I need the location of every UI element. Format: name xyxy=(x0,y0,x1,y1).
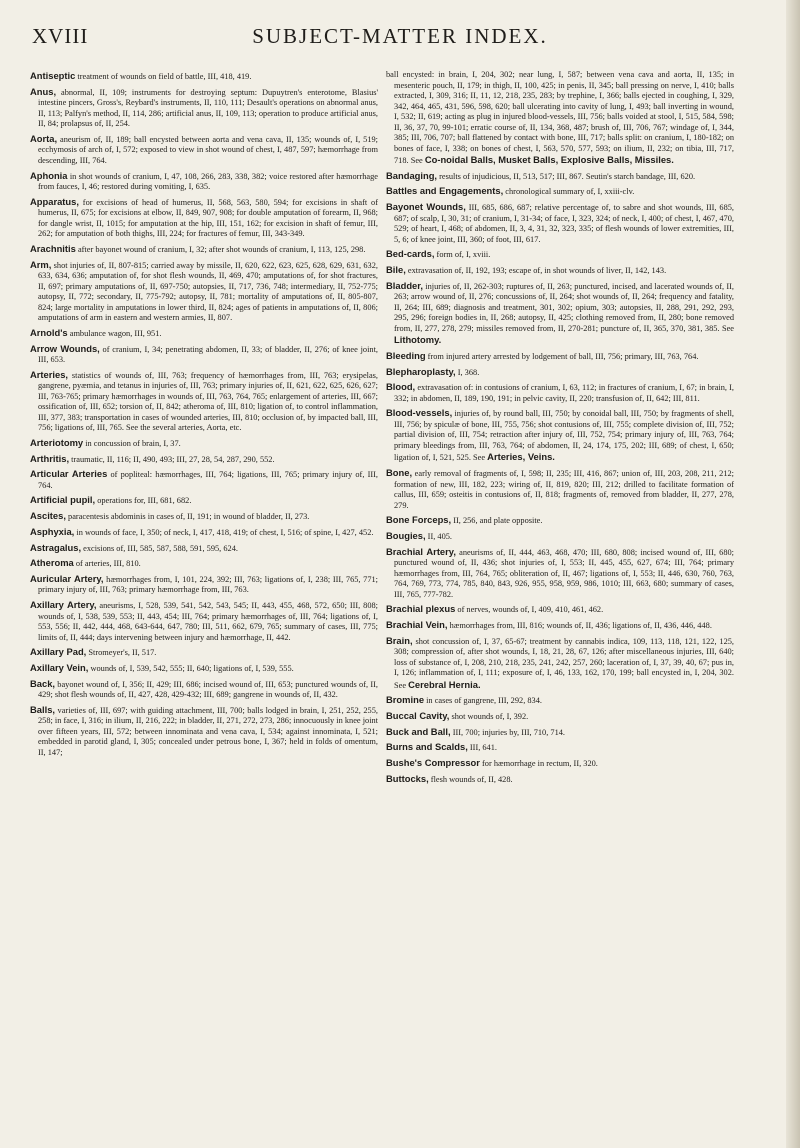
index-entry xyxy=(386,350,734,363)
index-entry-text: flesh wounds of, II, 428. xyxy=(428,774,513,784)
page-number: XVIII xyxy=(32,24,89,48)
index-headword: Bone, xyxy=(386,467,413,479)
index-entry xyxy=(30,704,378,759)
index-entry-text: of cranium, I, 34; penetrating abdomen, II, 33; of bladder, II, 276; of knee joint, III, 653. xyxy=(38,344,378,364)
index-headword: Aorta, xyxy=(30,132,58,144)
index-headword: Blood-vessels, xyxy=(386,407,453,419)
index-entry xyxy=(386,757,734,770)
index-headword: Brachial Vein, xyxy=(386,619,448,630)
index-entry-text: shot concussion of, I, 37, 65-67; treatment by cannabis indica, 109, 113, 118, 121, 122, 125, 308; compression of, after shot wounds, I, 18, 21, 28, 67, 126; after miscellaneous injuries, III, 640; loss of substance of, I, 208, 210, 218, 235, 241, 242, 257, 260; laceration of, I, 37, 39, 40, 67; pus in, I, 126; inflammation of, I, 111; exposure of, I, 46, 133, 162, 170, 199; ball encysted in, I, 204, 302. See xyxy=(394,636,734,690)
index-entry-text: of arteries, III, 810. xyxy=(73,559,141,569)
index-entry-text: aneurisms, I, 528, 539, 541, 542, 543, 545; II, 443, 455, 468, 572, 650; III, 808; wounds of, I, 538, 539, 553; II, 443, 454; III, 764; primary hæmorrhages of, III, 764; ligations of, I, 553, 556; II, 442, 444, 468, 643-644, 647, 780; III, 511, 662, 679, 765; summary of cases, III, 775; limits of, II, 444; days intervening between injury and hæmorrhage, II, 442. xyxy=(38,601,379,642)
index-headword: Brain, xyxy=(386,634,413,646)
index-entry-text: traumatic, II, 116; II, 490, 493; III, 27, 28, 54, 287, 290, 552. xyxy=(69,454,275,464)
index-headword: Bleeding xyxy=(386,349,426,361)
index-entry xyxy=(30,510,378,523)
index-entry xyxy=(386,726,734,739)
index-entry xyxy=(30,494,378,507)
index-entry xyxy=(386,70,734,167)
index-entry-text: for excisions of head of humerus, II, 568, 563, 580, 594; for excisions in shaft of humerus, II, 675; for excisions at elbow, II, 849, 907, 908; for double amputation of forearm, II, 968; for dangle wrist, II, 1015; for amputation at the hip, III, 151, 162; for excision in shaft of femur, III, 262; for amputation of both thighs, III, 224; for fractures of femur, III, 343-349. xyxy=(38,197,378,239)
index-entry-text: chronological summary of, I, xxiii-clv. xyxy=(503,187,635,197)
page-edge-shadow xyxy=(786,0,800,1148)
index-entry xyxy=(386,514,734,527)
index-entry xyxy=(30,678,378,701)
index-entry-text: Stromeyer's, II, 517. xyxy=(86,648,157,658)
index-entry xyxy=(386,201,734,245)
index-entry xyxy=(30,327,378,340)
index-headword: Ascites, xyxy=(30,510,66,522)
index-headword: Buccal Cavity, xyxy=(386,710,450,722)
index-entry-text: aneurism of, II, 189; ball encysted between aorta and vena cava, II, 135; wounds of, I, 519; ecchymosis of arch of, I, 572; exposed to view in shot wound of chest, I, 487, 597; hæmorrhage from descending, III, 764. xyxy=(38,134,378,165)
index-headword: Bayonet Wounds, xyxy=(386,201,466,213)
index-entry xyxy=(386,773,734,786)
index-headword: Anus, xyxy=(30,85,57,97)
index-entry-text: from injured artery arrested by lodgement of ball, III, 756; primary, III, 763, 764. xyxy=(425,351,699,361)
index-entry xyxy=(386,467,734,511)
index-entry xyxy=(386,366,734,379)
index-headword: Bed-cards, xyxy=(386,248,435,260)
index-entry-text: II, 405. xyxy=(425,531,453,541)
index-entry xyxy=(30,662,378,675)
index-entry-text: ambulance wagon, III, 951. xyxy=(67,328,162,338)
index-headword: Bladder, xyxy=(386,279,423,291)
index-entry xyxy=(30,453,378,466)
index-entry-text: in concussion of brain, I, 37. xyxy=(83,438,181,448)
index-headword: Bougies, xyxy=(386,529,426,541)
index-headword: Bile, xyxy=(386,263,406,275)
index-headword: Axillary Vein, xyxy=(30,661,89,673)
index-entry-text: aneurisms of, II, 444, 463, 468, 470; III, 680, 808; incised wound of, III, 680; punctured wound of, II, 436; shot injuries of, I, 553; II, 445, 455, 627, 674; III, 764; primary hæmorrhages from, III, 764, 765; obliteration of, II, 467; ligations of, I, 553; II, 446, 630, 760, 763, 764, 769, 773, 774, 785, 840, 843, 926, 955, 958, 959, 986, 1010; III, 663, 680; summary of cases, III, 765, 777-782. xyxy=(394,547,734,599)
index-entry xyxy=(30,196,378,240)
index-headword: Axillary Artery, xyxy=(30,599,97,611)
index-entry xyxy=(30,542,378,555)
index-headword: Battles and Engagements, xyxy=(386,185,504,197)
index-entry-text: in shot wounds of cranium, I, 47, 108, 266, 283, 338, 382; voice restored after hæmorrhage from fauces, I, 46; restored during vomiting, I, 635. xyxy=(38,171,378,192)
index-entry-text: early removal of fragments of, I, 598; II, 235; III, 416, 867; union of, III, 203, 208, 211, 212; formation of new, III, 182, 223; wiring of, II, 819, 820; III, 212; drilled to facilitate formation of callus, III, 659; osteitis in contusions of, II, 818; fragments of, removed from bladder, II, 277, 278, 279. xyxy=(394,469,734,510)
page-header xyxy=(28,24,772,52)
index-entry-text: operations for, III, 681, 682. xyxy=(95,496,192,506)
index-entry xyxy=(386,603,734,616)
index-entry xyxy=(386,741,734,754)
index-entry xyxy=(30,437,378,450)
index-headword: Arteries, xyxy=(30,368,69,380)
index-entry xyxy=(386,280,734,347)
index-entry-text: excisions of, III, 585, 587, 588, 591, 595, 624. xyxy=(81,543,238,553)
page-title: SUBJECT-MATTER INDEX. xyxy=(252,24,548,48)
index-headword: Arteriotomy xyxy=(30,436,84,448)
index-crossref: Arteries, Veins. xyxy=(487,451,555,463)
index-entry-text: extravasation of, II, 192, 193; escape of, in shot wounds of liver, II, 142, 143. xyxy=(405,265,667,275)
index-headword: Bromine xyxy=(386,694,425,706)
index-headword: Arrow Wounds, xyxy=(30,342,100,354)
index-headword: Bone Forceps, xyxy=(386,514,452,526)
index-entry xyxy=(30,526,378,539)
index-headword: Axillary Pad, xyxy=(30,646,87,658)
index-column-left xyxy=(30,70,378,762)
index-entry xyxy=(30,243,378,256)
index-headword: Aphonia xyxy=(30,169,68,181)
index-headword: Auricular Artery, xyxy=(30,572,104,584)
index-entry xyxy=(386,170,734,183)
index-headword: Arachnitis xyxy=(30,242,76,254)
index-headword: Atheroma xyxy=(30,557,74,569)
index-entry-text: paracentesis abdominis in cases of, II, 191; in wound of bladder, II, 273. xyxy=(65,512,310,522)
index-entry-text: hæmorrhages from, III, 816; wounds of, II, 436; ligations of, II, 436, 446, 448. xyxy=(447,621,712,630)
index-column-right xyxy=(386,70,734,789)
index-entry xyxy=(30,369,378,434)
index-crossref: Co-noidal Balls, Musket Balls, Explosive Balls, Missiles. xyxy=(424,154,674,165)
index-entry xyxy=(386,710,734,723)
index-entry-text: shot wounds of, I, 392. xyxy=(449,712,529,722)
index-entry-text: injuries of, by round ball, III, 750; by conoidal ball, III, 750; by fragments of shell, III, 756; by spiculæ of bone, III, 755, 756; shot contusions of, III, 755; complete division of, III, 752; partial division of, III, 754; retraction after injury of, III, 752, 754; primary injury of, III, 763, 764; primary bleedings from, III, 763, 764; of abdomen, II, 24, 174, 175, 202; III, 689; of chest, I, 650; ligation of, I, 521, 525. See xyxy=(394,409,734,463)
index-entry-text: III, 641. xyxy=(467,743,497,753)
index-entry-text: abnormal, II, 109; instruments for destroying septum: Dupuytren's enterotome, Blasius' intestine pincers, Gross's, Reybard's instruments, II, 110, 111; Desault's operations on abnormal anus, II, 113; Palfyn's method, II, 114, 286; artificial anus, II, 109, 113; operation to produce artificial anus, II, 84; prolapsus of, II, 254. xyxy=(38,87,378,129)
index-headword: Buck and Ball, xyxy=(386,725,451,737)
index-headword: Buttocks, xyxy=(386,772,429,784)
index-entry-text: wounds of, I, 539, 542, 555; II, 640; ligations of, I, 539, 555. xyxy=(88,663,294,673)
index-headword: Arnold's xyxy=(30,326,68,338)
index-entry xyxy=(386,248,734,261)
index-headword: Antiseptic xyxy=(30,70,76,81)
index-entry-text: injuries of, II, 262-303; ruptures of, II, 263; punctured, incised, and lacerated wounds of, II, 263; arrow wound of, II, 276; concussions of, II, 264; shot wounds of, II, 264; frequency and fatality, II, 264; III, 689; diagnosis and treatment, 301, 302; opium, 303; autopsies, II, 288, 291, 292, 293, 295, 296; foreign bodies in, II, 268; autopsy, II, 425; clothing removed from, II, 280; bone removed from, II, 277, 278, 279; missiles removed from, II, 270-281; puncture of, II, 365, 370, 381, 385. See xyxy=(394,281,734,333)
index-entry xyxy=(30,573,378,596)
index-entry xyxy=(30,343,378,366)
index-headword: Artificial pupil, xyxy=(30,494,96,506)
index-entry xyxy=(386,264,734,277)
index-headword: Asphyxia, xyxy=(30,525,75,537)
index-entry xyxy=(30,259,378,324)
index-entry-text: in cases of gangrene, III, 292, 834. xyxy=(424,696,542,706)
index-entry xyxy=(386,694,734,707)
index-entry xyxy=(386,619,734,632)
index-entry xyxy=(30,86,378,130)
index-entry-text: III, 685, 686, 687; relative percentage of, to sabre and shot wounds, III, 685, 687; of scalp, I, 30, 31; of cranium, I, 31-34; of face, I, 323, 324; of neck, I, 400; of chest, I, 467, 470, 529; of heart, I, 468; of abdomen, II, 3, 4, 31, 32, 323, 335; of flesh wounds of lower extremities, III, 5, 6; of knee joint, III, 360; of foot, III, 617. xyxy=(394,203,735,244)
index-entry-text: in wounds of face, I, 350; of neck, I, 417, 418, 419; of chest, I, 516; of spine, I, 427, 452. xyxy=(74,527,374,537)
index-entry-text: after bayonet wound of cranium, I, 32; after shot wounds of cranium, I, 113, 125, 298. xyxy=(75,244,366,254)
index-entry xyxy=(30,170,378,193)
index-headword: Apparatus, xyxy=(30,195,79,207)
index-entry xyxy=(386,546,734,601)
index-entry-text: I, 368. xyxy=(455,367,480,377)
index-entry-text: II, 256, and plate opposite. xyxy=(451,516,543,526)
index-entry-text: form of, I, xviii. xyxy=(434,250,491,260)
index-entry-text: statistics of wounds of, III, 763; frequency of hæmorrhages from, III, 763; erysipelas, gangrene, pyæmia, and tetanus in injuries of, III, 763; primary injuries of, II, 621, 622, 625, 626, 627; III, 763-765; primary hæmorrhages in wounds of, III, 763, 764, 765; enlargement of arteries, III, 667; ossification of, III, 652; torsion of, II, 842; atheroma of, III, 810; ligation of, to control inflammation, III, 377, 383; transportation in cases of wounded arteries, III, 810; occlusion of, by impacted ball, III, 756; ligations of, III, 765. See the several arteries, Aorta, etc. xyxy=(38,370,378,433)
index-headword: Burns and Scalds, xyxy=(386,741,468,753)
index-headword: Bandaging, xyxy=(386,169,438,181)
index-headword: Articular Arteries xyxy=(30,468,108,480)
index-headword: Blood, xyxy=(386,381,416,393)
index-entry-text: shot injuries of, II, 807-815; carried away by missile, II, 620, 622, 623, 625, 628, 629, 631, 632, 633, 634, 636; amputation of, for shot flesh wounds, II, 469, 470; amputations of, for shot fractures, II, 697; primary amputations of, II, 697-750; autopsies, II, 717, 736, 748; intermediary, II, 752-775; autopsy, II, 772; secondary, II, 775-792; autopsy, II, 781; mortality of amputations of, II, 805-807, 824; large mortality in amputations in lower third, II, 824; ages of patients in amputations of, II, 806; amputations of arm in eastern and western armies, II, 807. xyxy=(38,260,378,323)
index-entry-text: varieties of, III, 697; with guiding attachment, III, 700; balls lodged in brain, I, 251, 252, 255, 258; in face, I, 316; in ilium, II, 216, 222; in bladder, II, 271, 272, 273, 286; innocuously in knee joint over fifteen years, III, 572; between innominata and vena cava, I, 534; against innominata, I, 521; embedded in parotid gland, I, 305; concealed under petrous bone, I, 367; held in folds of omentum, II, 147; xyxy=(38,705,378,757)
index-headword: Astragalus, xyxy=(30,541,82,553)
index-crossref: Lithotomy. xyxy=(394,334,442,346)
index-entry xyxy=(30,646,378,659)
index-entry-text: of popliteal: hæmorrhages, III, 764; ligations, III, 765; primary injury of, III, 764. xyxy=(38,470,378,490)
index-entry xyxy=(386,381,734,404)
index-entry xyxy=(30,599,378,643)
index-entry-text: III, 700; injuries by, III, 710, 714. xyxy=(450,727,566,737)
index-entry-text: extravasation of: in contusions of cranium, I, 63, 112; in fractures of cranium, I, 67; in brain, I, 332; in abdomen, II, 189, 190, 191; in pelvic cavity, II, 220; transfusion of, II, 642; III, 811. xyxy=(394,383,734,403)
index-entry xyxy=(386,530,734,543)
index-headword: Balls, xyxy=(30,703,56,715)
index-headword: Brachial Artery, xyxy=(386,545,456,557)
index-entry xyxy=(386,407,734,464)
index-crossref: Cerebral Hernia. xyxy=(408,678,481,690)
index-entry-text: results of injudicious, II, 513, 517; III, 867. Seutin's starch bandage, III, 620. xyxy=(437,171,696,181)
index-entry xyxy=(30,468,378,491)
index-entry xyxy=(30,70,378,83)
index-entry xyxy=(386,635,734,692)
index-entry xyxy=(30,557,378,570)
index-headword: Bushe's Compressor xyxy=(386,757,480,769)
index-entry-text: for hæmorrhage in rectum, II, 320. xyxy=(479,759,598,769)
index-headword: Blepharoplasty, xyxy=(386,365,456,377)
index-entry-text: treatment of wounds on field of battle, III, 418, 419. xyxy=(75,72,252,81)
index-entry-text: ball encysted: in brain, I, 204, 302; near lung, I, 587; between vena cava and aorta, II, 135; in mesenteric pouch, II, 179; in thigh, II, 100, 425; in penis, II, 345; ball pressing on nerve, I, 410; balls extracted, I, 309, 316; II, 11, 12, 218, 235, 283; by trephine, I, 366; balls ejected in coughing, I, 329, 342, 464, 465, 431, 596, 598, 620; ball ulcerating into cavity of lung, I, 493; ball inverting in wound, I, 532; II, 619; acting as plug in injured blood-vessels, III, 756; balls voided at stool, I, 515, 584, 598; II, 36, 37, 70, 99-101; erratic course of, II, 134, 368, 487; brush of, III, 706, 767; windage of, I, 344, 385; III, 706, 707; ball flattened by contact with bone, III, 717; balls split: on cranium, I, 180-182; on bones of face, I, 338; on bones of chest, I, 563, 570, 577, 593; on ilium, II, 232; on tibia, III, 717, 718. See xyxy=(386,70,734,165)
index-headword: Arm, xyxy=(30,258,52,270)
index-entry-text: of nerves, wounds of, I, 409, 410, 461, 462. xyxy=(455,605,604,615)
index-entry-text: hæmorrhages from, I, 101, 224, 392; III, 763; ligations of, I, 238; III, 765, 771; primary injury of, III, 763; primary hæmorrhage from, III, 763. xyxy=(38,574,378,595)
index-headword: Back, xyxy=(30,677,56,689)
index-entry xyxy=(386,185,734,198)
index-headword: Arthritis, xyxy=(30,452,70,464)
index-headword: Brachial plexus xyxy=(386,603,456,615)
index-entry-text: bayonet wound of, I, 356; II, 429; III, 686; incised wound of, III, 653; punctured wounds of, II, 429; shot flesh wounds of, II, 427, 428, 429-432; III, 689; gangrene in wounds of, II, 432. xyxy=(38,679,378,700)
index-entry xyxy=(30,133,378,167)
